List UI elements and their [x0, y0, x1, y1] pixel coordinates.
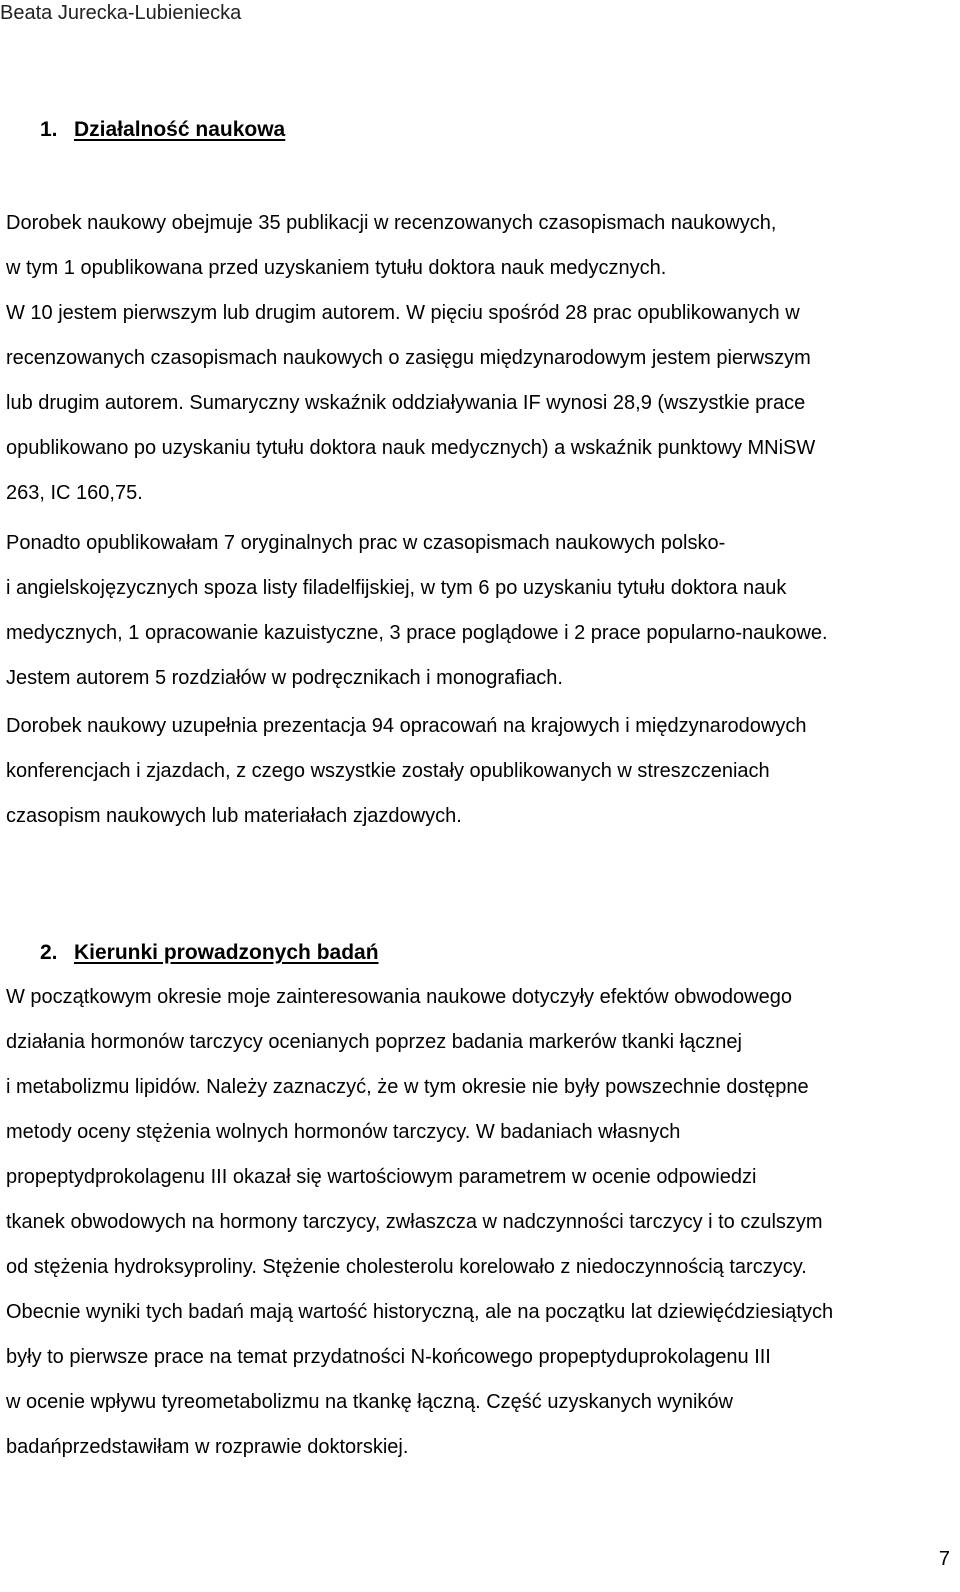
text-line: W początkowym okresie moje zainteresowania naukowe dotyczyły efektów obwodowego	[6, 986, 792, 1008]
text-line: i angielskojęzycznych spoza listy filadelfijskiej, w tym 6 po uzyskaniu tytułu doktora nauk	[6, 577, 787, 599]
section-1-paragraph-3	[6, 704, 956, 839]
text-line: i metabolizmu lipidów. Należy zaznaczyć, że w tym okresie nie były powszechnie dostępne	[6, 1076, 809, 1098]
text-line: lub drugim autorem. Sumaryczny wskaźnik oddziaływania IF wynosi 28,9 (wszystkie prace	[6, 392, 806, 414]
section-1-paragraph-2	[6, 521, 956, 701]
text-line: w ocenie wpływu tyreometabolizmu na tkankę łączną. Część uzyskanych wyników	[6, 1391, 733, 1413]
section-1-heading	[40, 118, 285, 142]
section-1-title: Działalność naukowa	[74, 118, 286, 141]
text-line: recenzowanych czasopismach naukowych o zasięgu międzynarodowym jestem pierwszym	[6, 347, 811, 369]
section-1-number: 1.	[40, 118, 58, 141]
text-line: Dorobek naukowy obejmuje 35 publikacji w recenzowanych czasopismach naukowych,	[6, 212, 777, 234]
page-number: 7	[938, 1548, 950, 1570]
text-line: 263, IC 160,75.	[6, 482, 143, 504]
text-line: metody oceny stężenia wolnych hormonów tarczycy. W badaniach własnych	[6, 1121, 681, 1143]
text-line: czasopism naukowych lub materiałach zjazdowych.	[6, 805, 462, 827]
text-line: konferencjach i zjazdach, z czego wszystkie zostały opublikowanych w streszczeniach	[6, 760, 770, 782]
text-line: badańprzedstawiłam w rozprawie doktorskiej.	[6, 1436, 409, 1458]
text-line: tkanek obwodowych na hormony tarczycy, zwłaszcza w nadczynności tarczycy i to czulszym	[6, 1211, 823, 1233]
text-line: od stężenia hydroksyproliny. Stężenie cholesterolu korelowało z niedoczynnością tarczycy.	[6, 1256, 807, 1278]
text-line: Jestem autorem 5 rozdziałów w podręcznikach i monografiach.	[6, 667, 563, 689]
text-line: W 10 jestem pierwszym lub drugim autorem. W pięciu spośród 28 prac opublikowanych w	[6, 302, 800, 324]
section-2-heading	[40, 941, 379, 965]
text-line: medycznych, 1 opracowanie kazuistyczne, 3 prace poglądowe i 2 prace popularno-naukowe.	[6, 622, 828, 644]
text-line: Dorobek naukowy uzupełnia prezentacja 94 opracowań na krajowych i międzynarodowych	[6, 715, 807, 737]
section-2-number: 2.	[40, 941, 58, 964]
text-line: działania hormonów tarczycy ocenianych poprzez badania markerów tkanki łącznej	[6, 1031, 742, 1053]
section-2-paragraph	[6, 975, 956, 1470]
running-header-author: Beata Jurecka-Lubieniecka	[0, 2, 242, 24]
text-line: w tym 1 opublikowana przed uzyskaniem tytułu doktora nauk medycznych.	[6, 257, 667, 279]
text-line: Obecnie wyniki tych badań mają wartość historyczną, ale na początku lat dziewięćdziesiątych	[6, 1301, 834, 1323]
text-line: Ponadto opublikowałam 7 oryginalnych prac w czasopismach naukowych polsko-	[6, 532, 726, 554]
text-line: opublikowano po uzyskaniu tytułu doktora nauk medycznych) a wskaźnik punktowy MNiSW	[6, 437, 816, 459]
text-line: propeptydprokolagenu III okazał się wartościowym parametrem w ocenie odpowiedzi	[6, 1166, 757, 1188]
section-2-title: Kierunki prowadzonych badań	[74, 941, 379, 964]
section-1-paragraph-1	[6, 201, 956, 516]
text-line: były to pierwsze prace na temat przydatności N-końcowego propeptyduprokolagenu III	[6, 1346, 771, 1368]
